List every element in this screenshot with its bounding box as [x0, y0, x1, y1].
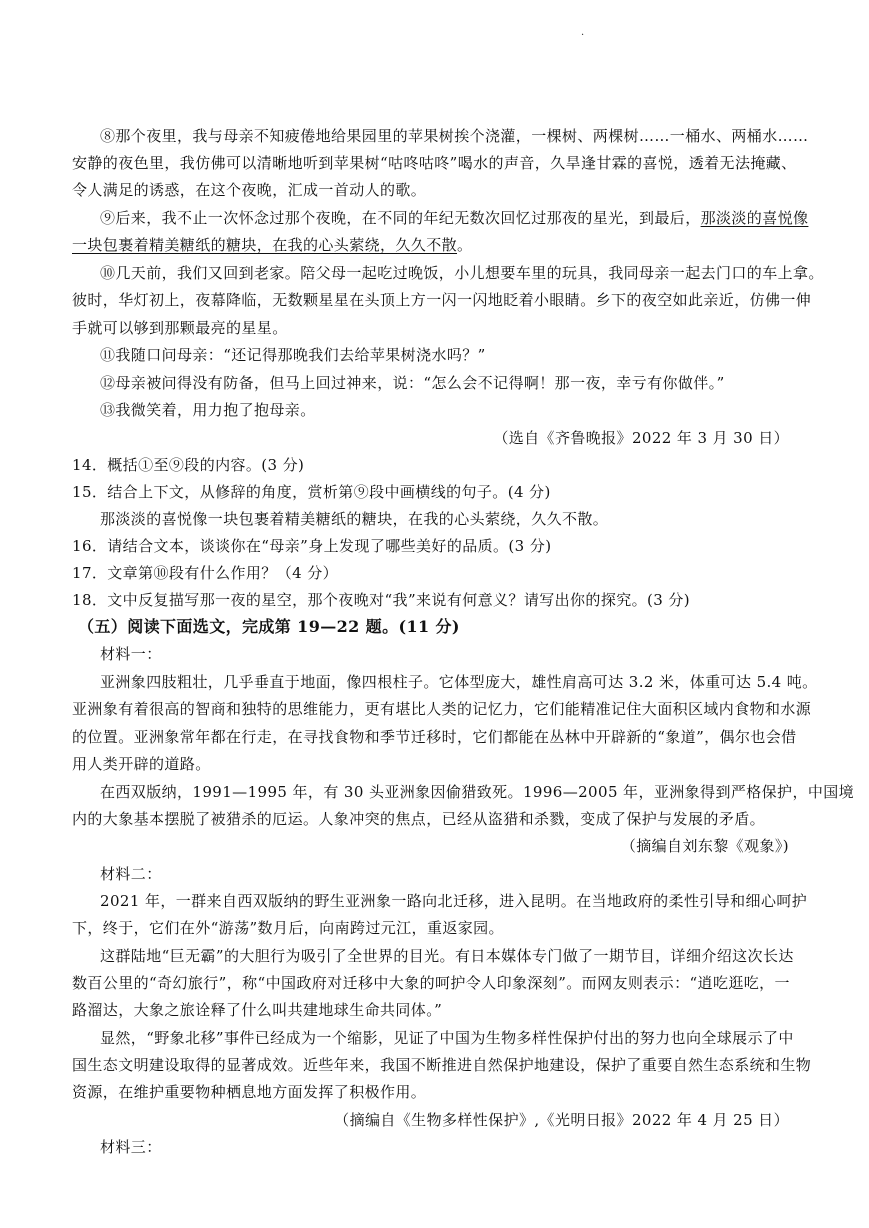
material-1-label: 材料一： — [100, 645, 162, 663]
material-2-p1-line-1: 2021 年，一群来自西双版纳的野生亚洲象一路向北迁移，进入昆明。在当地政府的柔性引导和细心呵护 — [100, 892, 808, 910]
material-2-source: （摘编自《生物多样性保护》,《光明日报》2022 年 4 月 25 日） — [334, 1111, 789, 1129]
material-1-p2-line-1: 在西双版纳，1991—1995 年，有 30 头亚洲象因偷猎致死。1996—2005 年，亚洲象得到严格保护，中国境 — [100, 783, 855, 801]
question-15: 15．结合上下文，从修辞的角度，赏析第⑨段中画横线的句子。(4 分) — [72, 483, 551, 501]
paragraph-9-line-1 — [100, 208, 808, 228]
question-17: 17．文章第⑩段有什么作用？（4 分） — [72, 564, 338, 582]
paragraph-8-line-2: 安静的夜色里，我仿佛可以清晰地听到苹果树“咕咚咕咚”喝水的声音，久旱逢甘霖的喜悦，透着无法掩藏、 — [72, 154, 797, 172]
paragraph-13: ⑬我微笑着，用力抱了抱母亲。 — [100, 401, 316, 419]
paragraph-10-line-3: 手就可以够到那颗最亮的星星。 — [72, 319, 288, 337]
material-1-p1-line-1: 亚洲象四肢粗壮，几乎垂直于地面，像四根柱子。它体型庞大，雄性肩高可达 3.2 米，体重可达 5.4 吨。 — [100, 673, 818, 691]
question-15-quote: 那淡淡的喜悦像一块包裹着精美糖纸的糖块，在我的心头萦绕，久久不散。 — [100, 510, 609, 528]
material-2-p2-line-2: 数百公里的“奇幻旅行”，称“中国政府对迁移中大象的呵护令人印象深刻”。而网友则表示：“逍吃逛吃，一 — [72, 974, 790, 992]
material-2-p3-line-2: 国生态文明建设取得的显著成效。近些年来，我国不断推进自然保护地建设，保护了重要自然生态系统和生物 — [72, 1056, 812, 1074]
paragraph-12: ⑫母亲被问得没有防备，但马上回过神来，说：“怎么会不记得啊！那一夜，幸亏有你做伴。” — [100, 374, 725, 392]
paragraph-8-line-1: ⑧那个夜里，我与母亲不知疲倦地给果园里的苹果树挨个浇灌，一棵树、两棵树……一桶水、两桶水…… — [100, 127, 809, 145]
paragraph-10-line-2: 彼时，华灯初上，夜幕降临，无数颗星星在头顶上方一闪一闪地眨着小眼睛。乡下的夜空如此亲近，仿佛一伸 — [72, 291, 812, 309]
material-1-source: （摘编自刘东黎《观象》) — [620, 837, 789, 855]
material-2-p1-line-2: 下，终于，它们在外“游荡”数月后，向南跨过元江，重返家园。 — [72, 919, 504, 937]
paragraph-11: ⑪我随口问母亲：“还记得那晚我们去给苹果树浇水吗？” — [100, 346, 486, 364]
material-2-p2-line-3: 路溜达，大象之旅诠释了什么叫共建地球生命共同体。” — [72, 1001, 443, 1019]
underlined-sentence-part-2: 一块包裹着精美糖纸的糖块，在我的心头萦绕，久久不散 — [72, 236, 458, 254]
material-2-p3-line-3: 资源，在维护重要物种栖息地方面发挥了积极作用。 — [72, 1083, 427, 1101]
material-2-p2-line-1: 这群陆地“巨无霸”的大胆行为吸引了全世界的目光。有日本媒体专门做了一期节目，详细介绍这次长达 — [100, 947, 794, 965]
passage-source: （选自《齐鲁晚报》2022 年 3 月 30 日） — [493, 429, 789, 447]
question-16: 16．请结合文本，谈谈你在“母亲”身上发现了哪些美好的品质。(3 分) — [72, 537, 552, 555]
material-1-p1-line-4: 用人类开辟的道路。 — [72, 755, 211, 773]
material-2-label: 材料二： — [100, 865, 162, 883]
paragraph-9-line-2 — [72, 235, 472, 255]
question-14: 14．概括①至⑨段的内容。(3 分) — [72, 456, 305, 474]
paragraph-10-line-1: ⑩几天前，我们又回到老家。陪父母一起吃过晚饭，小儿想要车里的玩具，我同母亲一起去门口的车上拿。 — [100, 264, 824, 282]
material-1-p1-line-3: 的位置。亚洲象常年都在行走，在寻找食物和季节迁移时，它们都能在丛林中开辟新的“象道”，偶尔也会借 — [72, 728, 797, 746]
material-2-p3-line-1: 显然，“野象北移”事件已经成为一个缩影，见证了中国为生物多样性保护付出的努力也向全球展示了中 — [100, 1029, 794, 1047]
paragraph-8-line-3: 令人满足的诱惑，在这个夜晚，汇成一首动人的歌。 — [72, 181, 427, 199]
material-1-p1-line-2: 亚洲象有着很高的智商和独特的思维能力，更有堪比人类的记忆力，它们能精准记住大面积区域内食物和水源 — [72, 700, 812, 718]
paragraph-9-end: 。 — [457, 236, 473, 254]
paragraph-9-text: ⑨后来，我不止一次怀念过那个夜晚，在不同的年纪无数次回忆过那夜的星光，到最后， — [100, 209, 701, 227]
material-1-p2-line-2: 内的大象基本摆脱了被猎杀的厄运。人象冲突的焦点，已经从盗猎和杀戮，变成了保护与发展的矛盾。 — [72, 810, 766, 828]
section-5-heading: （五）阅读下面选文，完成第 19—22 题。(11 分) — [78, 617, 460, 636]
question-18: 18．文中反复描写那一夜的星空，那个夜晚对“我”来说有何意义？请写出你的探究。(3 分) — [72, 591, 691, 609]
material-3-label: 材料三： — [100, 1138, 162, 1156]
underlined-sentence-part-1: 那淡淡的喜悦像 — [700, 209, 809, 227]
header-mark: · — [581, 30, 585, 41]
